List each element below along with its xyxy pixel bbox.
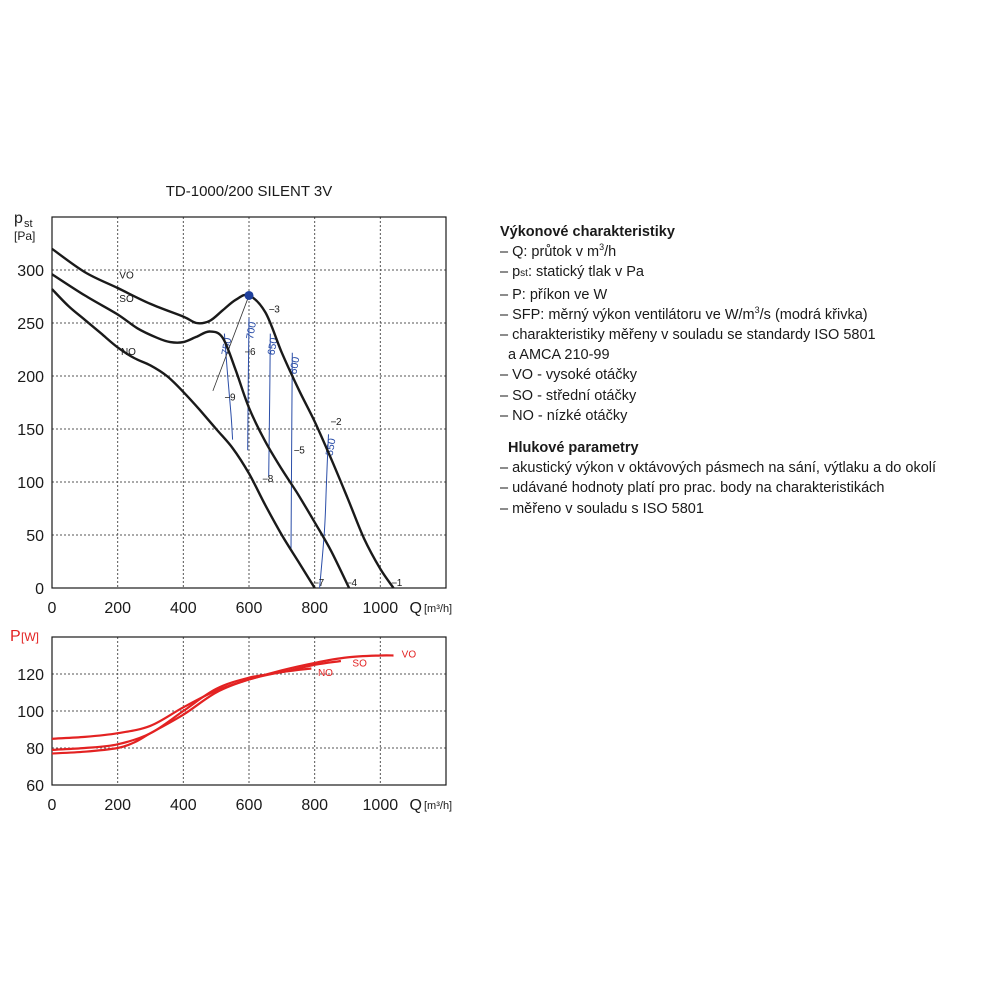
sfp-curve-label: 600 [287, 355, 303, 376]
power-y-axis-label: P [10, 628, 21, 645]
legend-item: – SO - střední otáčky [500, 387, 637, 404]
power-x-axis-label: Q [409, 797, 422, 814]
noise-item: – akustický výkon v oktávových pásmech na sání, výtlaku a do okolí [500, 460, 937, 477]
power-series-label: VO [401, 649, 417, 661]
legend-item-part: 3 [754, 304, 760, 315]
legend-list [500, 242, 995, 426]
sfp-curve [291, 353, 292, 551]
legend-item-part: /h [604, 244, 617, 261]
max-point-marker [245, 291, 254, 300]
legend-item: – VO - vysoké otáčky [500, 367, 637, 384]
pressure-curve-vo [52, 249, 394, 588]
sfp-curve-label: 650 [265, 336, 281, 357]
x-tick-label: 600 [235, 600, 263, 617]
working-point-label: 3 [274, 304, 280, 316]
noise-item: – měřeno v souladu s ISO 5801 [500, 500, 704, 517]
x-tick-label: 200 [104, 600, 132, 617]
legend-item [500, 305, 995, 325]
legend-heading: Výkonové charakteristiky [500, 224, 675, 240]
legend-item-part: – SFP: měrný výkon ventilátoru ve W/m [500, 306, 755, 323]
y-tick-label: 150 [17, 422, 44, 439]
y-axis-label: p [14, 210, 23, 227]
series-label: VO [119, 270, 134, 282]
y-tick-label: 100 [17, 475, 44, 492]
sfp-curve-label: 550 [323, 437, 339, 457]
noise-list [500, 458, 995, 519]
legend-item [500, 262, 995, 284]
y-tick-label: 300 [17, 263, 44, 280]
power-curve-vo [52, 655, 394, 738]
legend-item-part: – p [500, 264, 521, 281]
x-axis-unit: [m³/h] [424, 603, 453, 615]
power-x-tick-label: 1000 [362, 797, 399, 814]
working-point-label: 6 [249, 346, 256, 358]
power-y-tick-label: 80 [26, 741, 44, 758]
power-y-axis-unit: [W] [21, 630, 39, 644]
y-axis-unit: [Pa] [14, 229, 36, 243]
legend-item: – P: příkon ve W [500, 286, 608, 303]
power-y-tick-label: 60 [26, 778, 44, 795]
y-tick-label: 250 [17, 316, 44, 333]
legend-item: – charakteristiky měřeny v souladu se standardy ISO 5801 [500, 327, 876, 344]
power-x-tick-label: 800 [301, 797, 329, 814]
y-axis-label-sub: st [24, 218, 33, 230]
y-tick-label: 200 [17, 369, 44, 386]
sfp-curve-label: 750 [219, 336, 235, 357]
legend-item: a AMCA 210-99 [508, 347, 610, 364]
operating-line [213, 295, 249, 390]
power-y-tick-label: 120 [17, 667, 44, 684]
power-x-tick-label: 600 [235, 797, 263, 814]
noise-heading: Hlukové parametry [508, 440, 639, 457]
legend-item-part: 3 [599, 242, 605, 253]
chart-title: TD-1000/200 SILENT 3V [165, 183, 333, 200]
y-tick-label: 50 [26, 528, 44, 545]
sfp-curve [320, 434, 329, 588]
legend-item-part: st [520, 268, 528, 280]
series-label: SO [119, 293, 134, 305]
power-x-tick-label: 0 [47, 797, 57, 814]
legend-item-part: /s (modrá křivka) [759, 306, 868, 323]
working-point-label: 7 [318, 578, 325, 589]
x-tick-label: 1000 [362, 600, 399, 617]
x-tick-label: 400 [169, 600, 197, 617]
working-point-label: 5 [299, 445, 305, 457]
legend-item-part: : statický tlak v Pa [527, 264, 644, 281]
legend-item: – NO - nízké otáčky [500, 407, 628, 424]
power-series-label: NO [317, 667, 333, 679]
noise-item: – udávané hodnoty platí pro prac. body na charakteristikách [500, 480, 885, 497]
power-y-tick-label: 100 [17, 704, 44, 721]
power-x-axis-unit: [m³/h] [424, 800, 453, 812]
pressure-curve-so [52, 274, 349, 588]
working-point-label: 4 [351, 578, 358, 589]
working-point-label: 8 [267, 474, 274, 486]
x-tick-label: 0 [47, 600, 57, 617]
y-tick-label: 0 [35, 581, 44, 598]
x-axis-label: Q [409, 600, 422, 617]
power-x-tick-label: 400 [169, 797, 197, 814]
working-point-label: 1 [396, 578, 403, 589]
working-point-label: 9 [229, 392, 236, 404]
series-label: NO [120, 346, 136, 358]
legend-item [500, 242, 995, 262]
power-x-tick-label: 200 [104, 797, 132, 814]
working-point-label: 2 [336, 416, 342, 428]
legend-item-part: – Q: průtok v m [500, 244, 600, 261]
legend-panel [500, 222, 995, 519]
x-tick-label: 800 [301, 600, 329, 617]
power-series-label: SO [352, 658, 367, 670]
sfp-curve-label: 700 [244, 320, 259, 341]
